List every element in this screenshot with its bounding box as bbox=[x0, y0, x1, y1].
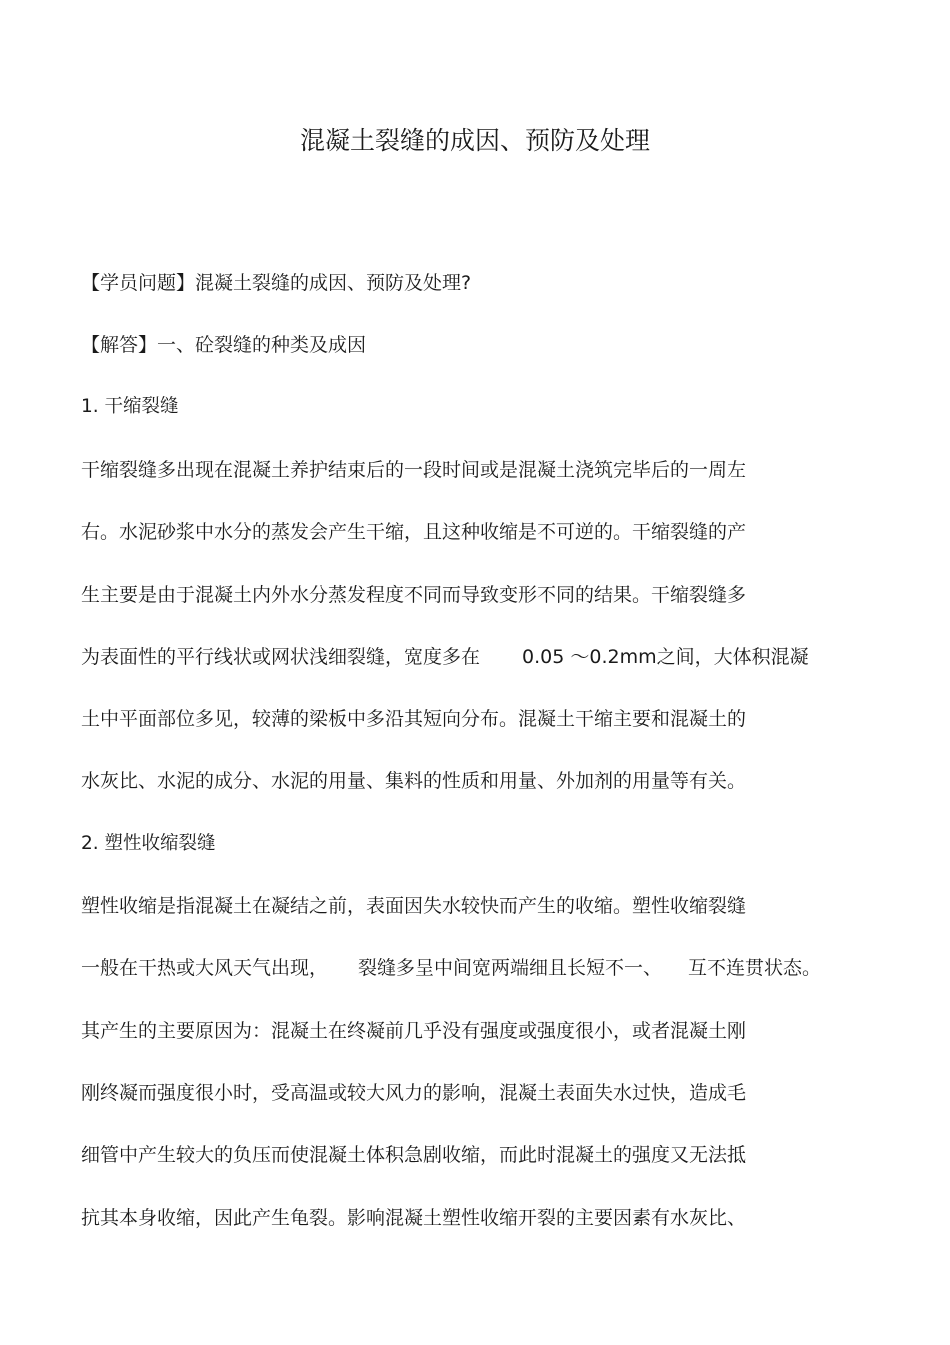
section-heading-plastic-shrinkage: 2. 塑性收缩裂缝 bbox=[81, 833, 216, 854]
question-line: 【学员问题】混凝土裂缝的成因、预防及处理? bbox=[81, 272, 472, 294]
paragraph-segment: 0.05 ～0.2mm之间，大体积混凝 bbox=[522, 646, 809, 668]
paragraph-line bbox=[81, 642, 809, 672]
paragraph-line: 水灰比、水泥的成分、水泥的用量、集料的性质和用量、外加剂的用量等有关。 bbox=[81, 770, 747, 792]
paragraph-line: 塑性收缩是指混凝土在凝结之前，表面因失水较快而产生的收缩。塑性收缩裂缝 bbox=[81, 895, 747, 917]
answer-intro-line: 【解答】一、砼裂缝的种类及成因 bbox=[81, 334, 367, 356]
paragraph-line: 生主要是由于混凝土内外水分蒸发程度不同而导致变形不同的结果。干缩裂缝多 bbox=[81, 584, 747, 606]
paragraph-line: 刚终凝而强度很小时，受高温或较大风力的影响，混凝土表面失水过快，造成毛 bbox=[81, 1082, 747, 1104]
paragraph-line: 干缩裂缝多出现在混凝土养护结束后的一段时间或是混凝土浇筑完毕后的一周左 bbox=[81, 459, 747, 481]
paragraph-line: 土中平面部位多见，较薄的梁板中多沿其短向分布。混凝土干缩主要和混凝土的 bbox=[81, 708, 747, 730]
paragraph-segment: 一般在干热或大风天气出现， bbox=[81, 957, 329, 979]
paragraph-segment: 为表面性的平行线状或网状浅细裂缝，宽度多在 bbox=[81, 646, 481, 668]
section-heading-drying-shrinkage: 1. 干缩裂缝 bbox=[81, 396, 179, 417]
paragraph-line: 抗其本身收缩，因此产生龟裂。影响混凝土塑性收缩开裂的主要因素有水灰比、 bbox=[81, 1207, 747, 1229]
paragraph-segment: 互不连贯状态。 bbox=[688, 957, 822, 979]
paragraph-line: 其产生的主要原因为：混凝土在终凝前几乎没有强度或强度很小，或者混凝土刚 bbox=[81, 1020, 747, 1042]
paragraph-line bbox=[81, 953, 821, 983]
document-title: 混凝土裂缝的成因、预防及处理 bbox=[299, 126, 650, 155]
paragraph-line: 细管中产生较大的负压而使混凝土体积急剧收缩，而此时混凝土的强度又无法抵 bbox=[81, 1144, 747, 1166]
paragraph-line: 右。水泥砂浆中水分的蒸发会产生干缩，且这种收缩是不可逆的。干缩裂缝的产 bbox=[81, 521, 747, 543]
paragraph-segment: 裂缝多呈中间宽两端细且长短不一、 bbox=[358, 957, 663, 979]
